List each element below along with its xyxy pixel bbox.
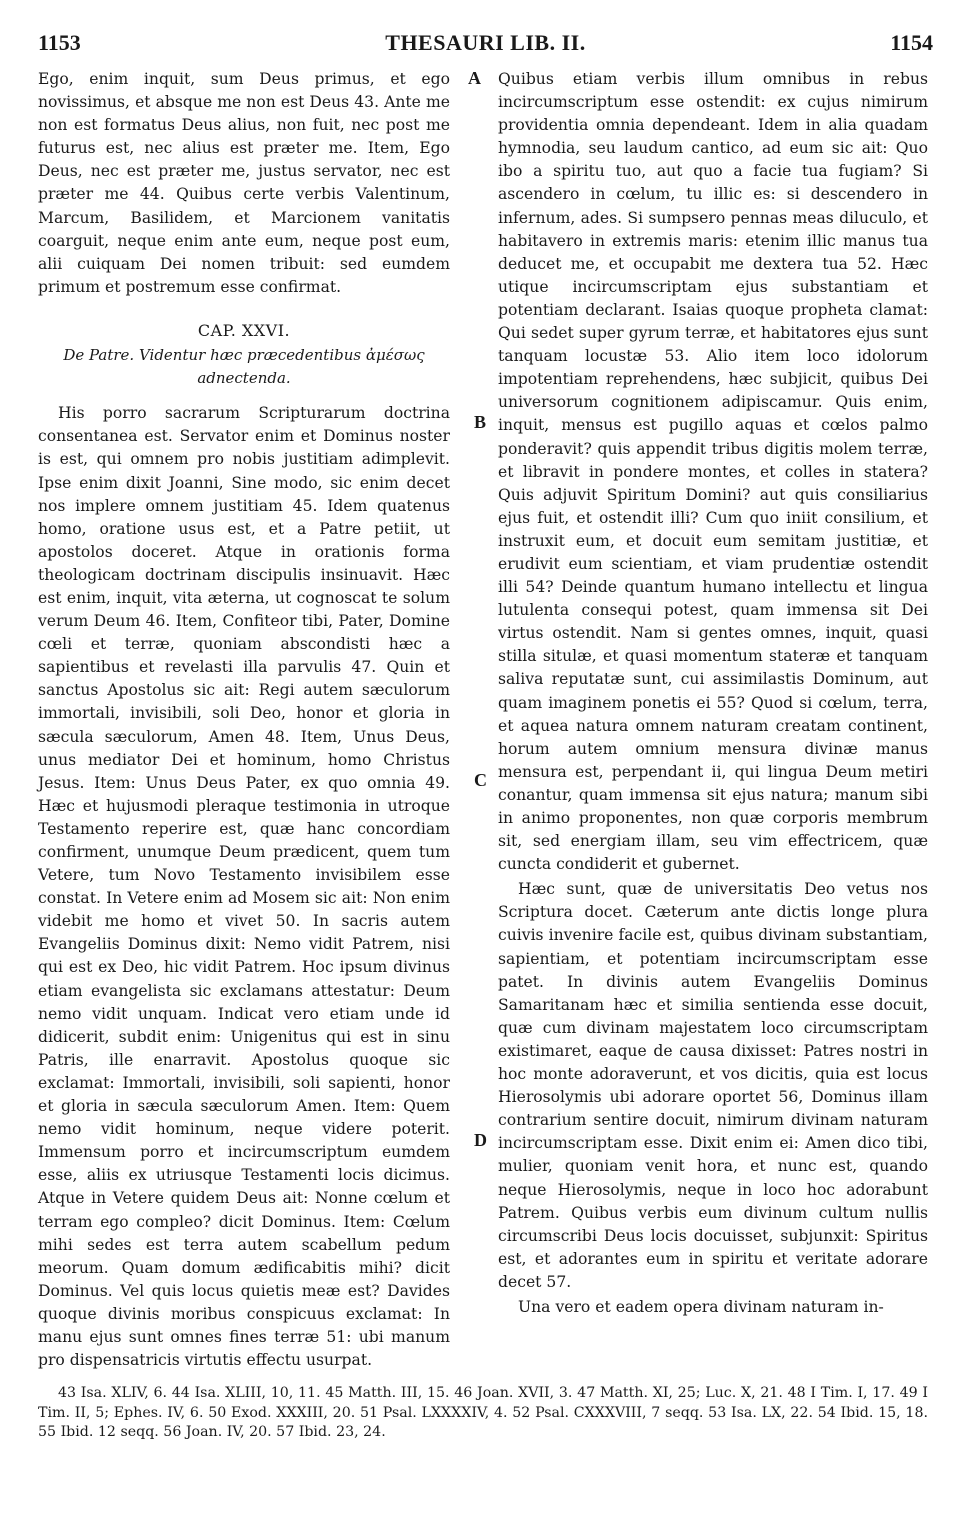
chapter-subtitle: De Patre. Videntur hæc præcedentibus ἀμέσως adnectenda.: [63, 346, 425, 388]
footnote-text: 43 Isa. XLIV, 6. 44 Isa. XLIII, 10, 11. 45 Matth. III, 15. 46 Joan. XVII, 3. 47 Matth. XI, 25; Luc. X, 21. 48 I Tim. I, 17. 49 I Tim. II, 5; Ephes. IV, 6. 50 Exod. XXXIII, 20. 51 Psal. LXXXXIV, 4. 52 Psal. CXXXVIII, 7 seqq. 53 Isa. LX, 22. 54 Ibid. 15, 18. 55 Ibid. 12 seqq. 56 Joan. IV, 20. 57 Ibid. 23, 24.: [38, 1385, 928, 1440]
right-paragraph-2: Hæc sunt, quæ de universitatis Deo vetus nos Scriptura docet. Cæterum ante dictis longe plura cuivis invenire facile est, quibus divinam substantiam, sapientiam, et potentiam incircumscriptam esse patet. In divinis autem Evangeliis Dominus Samaritanam hæc et similia sentienda esse docuit, quæ cum divinam majestatem loco circumscriptam existimaret, eaque de causa dixisset: Patres nostri in hoc monte adoraverunt, et vos dicitis, quia est locus Hierosolymis ubi adorare oportet 56, Dominus illam contrarium sentire docuit, nimirum divinam naturam incircumscriptam esse. Dixit enim ei: Amen dico tibi, mulier, quoniam venit hora, et nunc est, quando neque Hierosolymis, neque in loco hoc adorabunt Patrem. Quibus verbis eum divinum cultum nullis circumscribi Deus locis docuisset, subjunxit: Spiritus est, et adorantes eum in spiritu et veritate adorare decet 57.: [498, 880, 928, 1291]
running-title: THESAURI LIB. II.: [385, 30, 586, 55]
left-column: [38, 68, 450, 1372]
page-number-left: 1153: [38, 30, 81, 55]
margin-marker-c: C: [474, 770, 487, 790]
margin-marker-d: D: [474, 1130, 487, 1150]
right-paragraph-3: Una vero et eadem opera divinam naturam in-: [518, 1297, 884, 1316]
left-paragraph-2: His porro sacrarum Scripturarum doctrina consentanea est. Servator enim et Dominus noster is est, qui omnem pro nobis justitiam adimplevit. Ipse enim dixit Joanni, Sine modo, sic enim decet nos implere omnem justitiam 45. Idem quatenus homo, oratione usus est, et a Patre petiit, ut apostolos doceret. Atque in orationis forma theologicam doctrinam discipulis insinuavit. Hæc est enim, inquit, vita æterna, ut cognoscat te solum verum Deum 46. Item, Confiteor tibi, Pater, Domine cœli et terræ, quoniam abscondisti hæc a sapientibus et revelasti illa parvulis 47. Quin et sanctus Apostolus sic ait: Regi autem sæculorum immortali, invisibili, soli Deo, honor et gloria in sæcula sæculorum, Amen 48. Item, Unus Deus, unus mediator Dei et hominum, homo Christus Jesus. Item: Unus Deus Pater, ex quo omnia 49. Hæc et hujusmodi pleraque testimonia in utroque Testamento reperire est, quæ hanc concordiam confirment, unumque Deum prædicent, quem tum Vetere, tum Novo Testamento invisibilem esse constat. In Vetere enim ad Mosem sic ait: Non enim videbit me homo et vivet 50. In sacris autem Evangeliis Dominus dixit: Nemo vidit Patrem, nisi qui est ex Deo, hic vidit Patrem. Hoc ipsum divinus etiam evangelista sic exclamans attestatur: Deum nemo vidit unquam. Indicat vero etiam unde id didicerit, subdit enim: Unigenitus qui est in sinu Patris, ille enarravit. Apostolus quoque sic exclamat: Immortali, invisibili, soli sapienti, honor et gloria in sæcula sæculorum Amen. Item: Quem nemo vidit hominum, neque videre poterit. Immensum porro et incircumscriptum eumdem esse, aliis ex utriusque Testamenti locis dicimus. Atque in Vetere quidem Deus ait: Nonne cœlum et terram ego compleo? dicit Dominus. Item: Cœlum mihi sedes est terra autem scabellum pedum meorum. Quam domum ædificabitis mihi? dicit Dominus. Vel quis locus quietis meæ est? Davides quoque divinis moribus conspicuus exclamat: In manu ejus sunt omnes fines terræ 51: ubi manum pro dispensatricis virtutis effectu usurpat.: [38, 404, 450, 1370]
margin-marker-a: A: [468, 68, 481, 88]
right-paragraph-1: Quibus etiam verbis illum omnibus in rebus incircumscriptum esse ostendit: ex cujus nimirum providentia omnia dependeant. Idem in alia quadam hymnodia, seu laudum cantico, ad eum sic ait: Quo ibo a spiritu tuo, aut quo a facie tua fugiam? Si ascendero in cœlum, tu illic es: si descendero in infernum, ades. Si sumpsero pennas meas diluculo, et habitavero in extremis maris: etenim illic manus tua deducet me, et occupabit me dextera tua 52. Hæc utique incircumscriptam ejus substantiam et potentiam declarant. Isaias quoque propheta clamat: Qui sedet super gyrum terræ, et habitatores ejus sunt tanquam locustæ 53. Alio item loco idolorum impotentiam reprehendens, hæc subjicit, quibus Dei universorum cognitionem adipiscamur. Quis enim, inquit, mensus est pugillo aquas et cœlos palmo ponderavit? quis appendit tribus digitis molem terræ, et libravit in pondere montes, et colles in statera? Quis adjuvit Spiritum Domini? aut quis consiliarius ejus fuit, et ostendit illi? Cum quo iniit consilium, et instruxit eum, et docuit eum semitam justitiæ, et erudivit eum scientiam, et viam prudentiæ ostendit illi 54? Deinde quantum humano intellectu et lingua lutulenta consequi potest, quam immensa sit Dei virtus ostendit. Nam si gentes omnes, inquit, quasi stilla situlæ, et quasi momentum stateræ et tanquam saliva reputatæ sunt, cui assimilastis Dominum, aut quam imaginem ponetis ei 55? Quod si cœlum, terra, et aquea natura omnem naturam creatam continent, horum autem omnium mensura divinæ manus mensura est, perpendant ii, qui lingua Deum metiri conantur, quam immensa sit ejus natura; manum sibi in animo proponentes, non quæ corporis membrum sit, sed energiam illam, seu vim effectricem, quæ cuncta condiderit et gubernet.: [498, 70, 928, 874]
page-number-right: 1154: [890, 30, 933, 55]
right-column: [498, 68, 928, 1319]
footnotes: [38, 1384, 928, 1443]
running-header: [38, 30, 933, 60]
margin-marker-b: B: [474, 412, 487, 432]
left-paragraph-1: Ego, enim inquit, sum Deus primus, et ego novissimus, et absque me non est Deus 43. Ante me non est formatus Deus alius, non fuit, nec post me futurus est, nec alius est præter me. Item, Ego Deus, nec est præter me, justus servator, nec est præter me 44. Quibus certe verbis Valentinum, Marcum, Basilidem, et Marcionem vanitatis coarguit, neque enim ante eum, neque post eum, alii cuiquam Dei nomen tribuit: sed eumdem primum et postremum esse confirmat.: [38, 70, 450, 296]
chapter-heading: CAP. XXVI.: [197, 320, 291, 340]
